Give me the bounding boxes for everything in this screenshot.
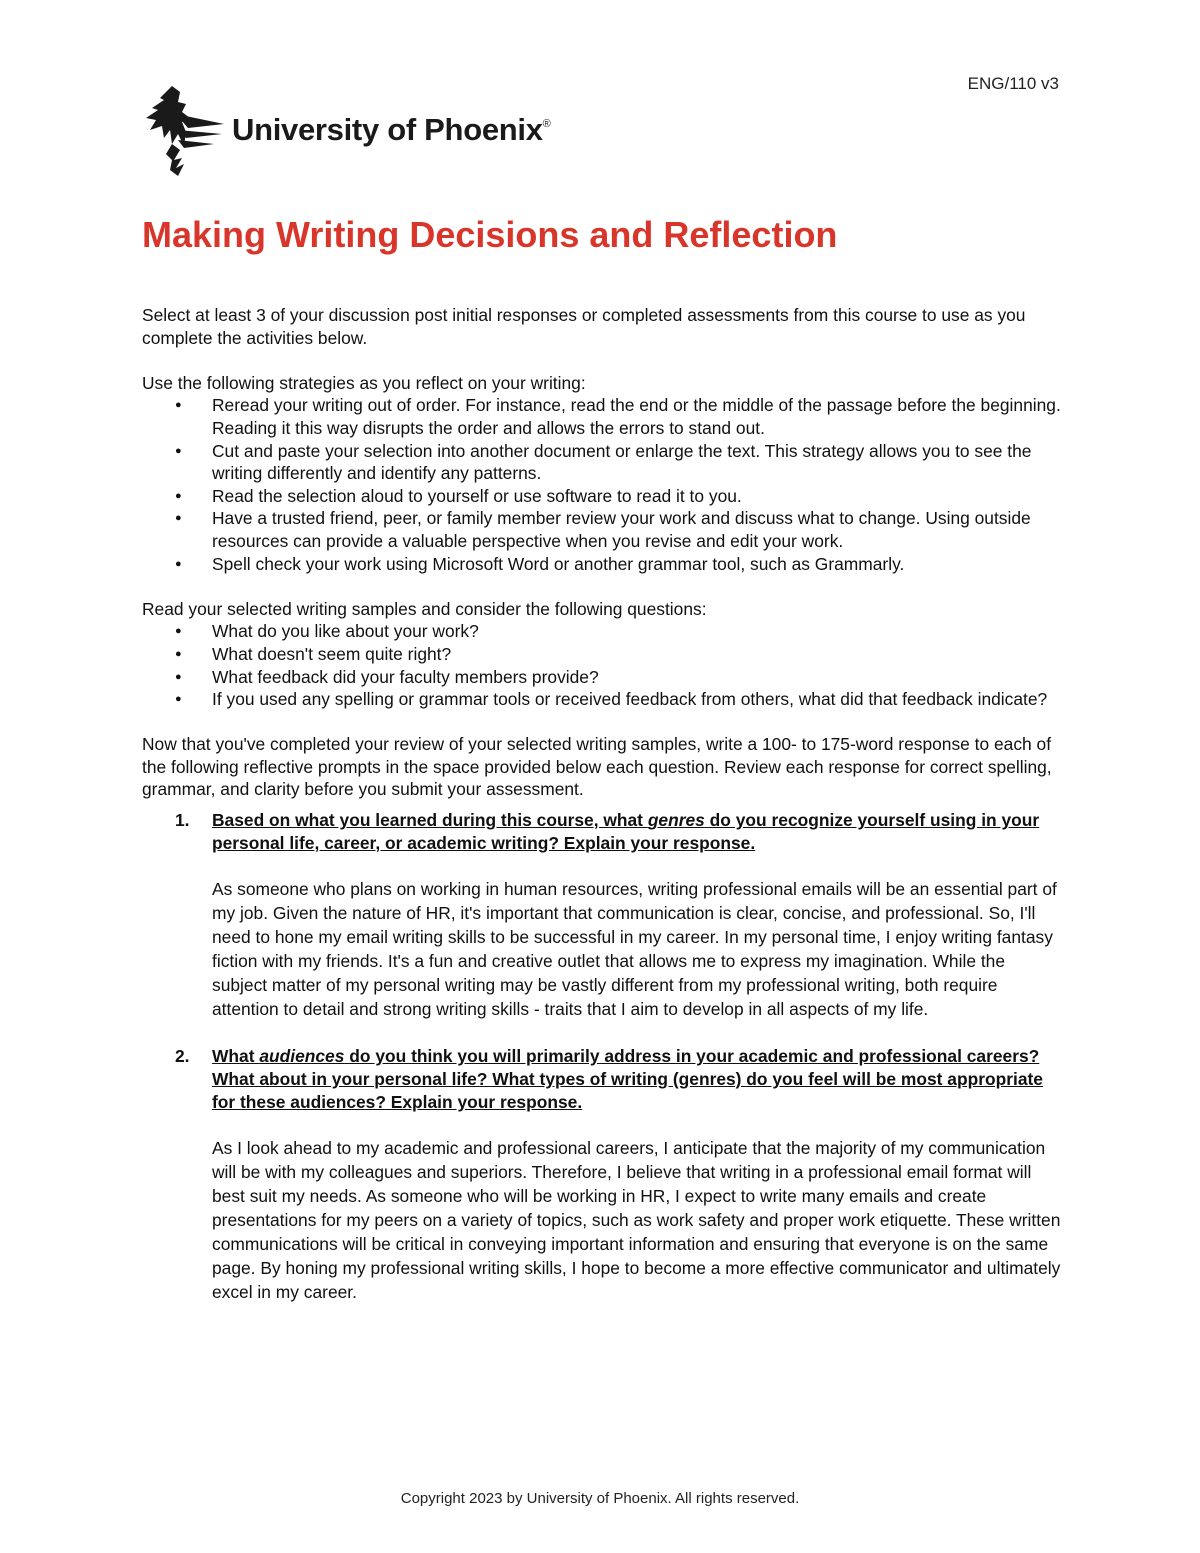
- course-code: ENG/110 v3: [967, 74, 1059, 93]
- intro-paragraph: Select at least 3 of your discussion post initial responses or completed assessments from this course to use as you complete the activities below.: [142, 305, 1026, 348]
- questions-list: [142, 620, 1062, 710]
- list-item: ● Spell check your work using Microsoft Word or another grammar tool, such as Grammarly.: [142, 553, 1062, 576]
- prompt-number: 1.: [175, 810, 190, 831]
- prompt-answer: As someone who plans on working in human resources, writing professional emails will be an essential part of my job. Given the nature of HR, it's important that communication is clear, concise, and professional. So, I'll need to hone my email writing skills to be successful in my career. In my personal time, I enjoy writing fantasy fiction with my friends. It's a fun and creative outlet that allows me to express my imagination. While the subject matter of my personal writing may be vastly different from my professional writing, both require attention to detail and strong writing skills - traits that I aim to develop in all aspects of my life.: [212, 878, 1057, 1020]
- prompt-item: [142, 1045, 1062, 1304]
- strategies-lead: Use the following strategies as you reflect on your writing:: [142, 372, 586, 393]
- list-item: ● Read the selection aloud to yourself or use software to read it to you.: [142, 485, 1062, 508]
- copyright-footer: Copyright 2023 by University of Phoenix. All rights reserved.: [400, 1490, 800, 1507]
- prompt-question: Based on what you learned during this course, what genres do you recognize yourself using in your personal life, career, or academic writing? Explain your response.: [212, 810, 1040, 853]
- list-item: ● Cut and paste your selection into another document or enlarge the text. This strategy allows you to see the writing differently and identify any patterns.: [142, 440, 1062, 485]
- document-body: [142, 304, 1062, 1304]
- list-item: ● If you used any spelling or grammar tools or received feedback from others, what did that feedback indicate?: [142, 688, 1062, 711]
- list-item: ● What feedback did your faculty members provide?: [142, 666, 1062, 689]
- instructions-paragraph: Now that you've completed your review of your selected writing samples, write a 100- to 175-word response to each of the following reflective prompts in the space provided below each question. Review each response for correct spelling, grammar, and clarity before you submit your assessment.: [142, 734, 1052, 800]
- prompt-number: 2.: [175, 1046, 190, 1067]
- phoenix-bird-icon: [142, 84, 224, 176]
- prompt-item: [142, 809, 1062, 1021]
- list-item: ● What doesn't seem quite right?: [142, 643, 1062, 666]
- list-item: ● Reread your writing out of order. For instance, read the end or the middle of the passage before the beginning. Reading it this way disrupts the order and allows the errors to stand out.: [142, 394, 1062, 439]
- prompt-answer: As I look ahead to my academic and professional careers, I anticipate that the majority of my communication will be with my colleagues and superiors. Therefore, I believe that writing in a professional email format will best suit my needs. As someone who will be working in HR, I expect to write many emails and create presentations for my peers on a variety of topics, such as work safety and proper work etiquette. These written communications will be critical in conveying important information and ensuring that everyone is on the same page. By honing my professional writing skills, I hope to become a more effective communicator and ultimately excel in my career.: [212, 1137, 1061, 1303]
- prompts-list: [142, 809, 1062, 1304]
- questions-lead: Read your selected writing samples and consider the following questions:: [142, 598, 707, 619]
- prompt-question: What audiences do you think you will primarily address in your academic and professional careers? What about in your personal life? What types of writing (genres) do you feel will be most appropriate for these audiences? Explain your response.: [212, 1046, 1043, 1112]
- list-item: ● What do you like about your work?: [142, 620, 1062, 643]
- document-title: Making Writing Decisions and Reflection: [142, 214, 838, 255]
- logo-wordmark: University of Phoenix®: [232, 112, 551, 147]
- list-item: ● Have a trusted friend, peer, or family member review your work and discuss what to change. Using outside resources can provide a valuable perspective when you revise and edit your work.: [142, 507, 1062, 552]
- university-logo: [142, 84, 550, 176]
- strategies-list: [142, 394, 1062, 575]
